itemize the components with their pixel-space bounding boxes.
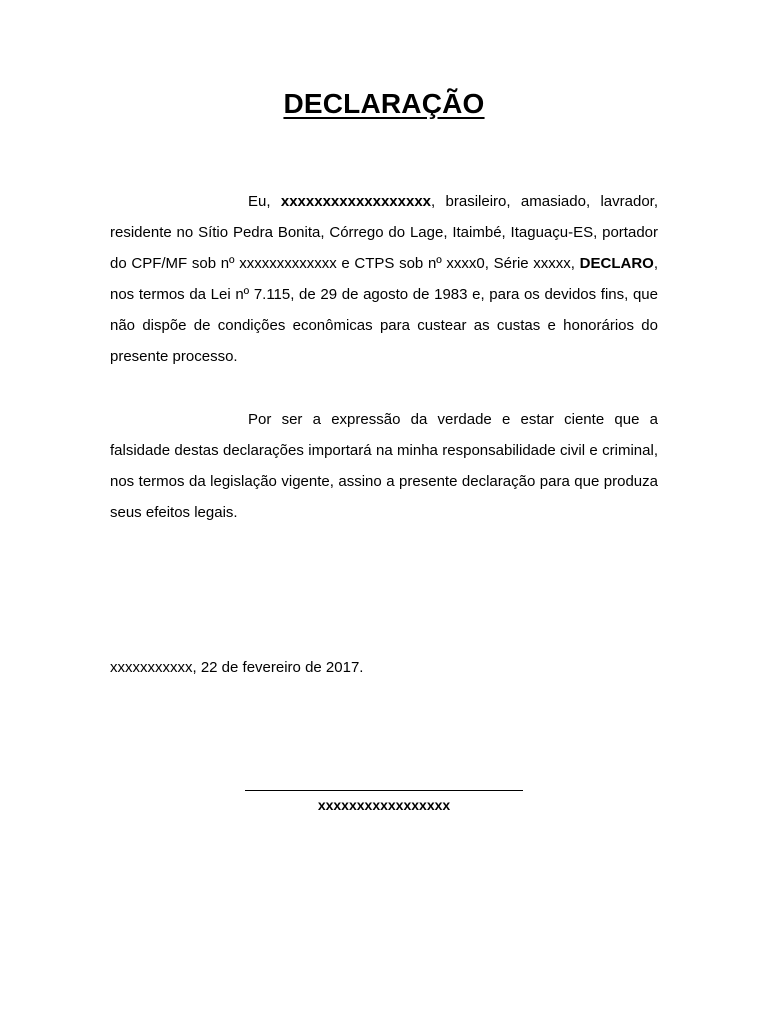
signature-name: xxxxxxxxxxxxxxxxx [317,797,451,813]
declaration-paragraph [110,186,658,372]
truth-statement-paragraph: Por ser a expressão da verdade e estar ciente que a falsidade destas declarações importará na minha responsabilidade civil e criminal, nos termos da legislação vigente, assino a presente declaração para que produza seus efeitos legais. [110,411,658,521]
declaration-terms: , nos termos da Lei nº 7.115, de 29 de agosto de 1983 e, para os devidos fins, que não dispõe de condições econômicas para custear as custas e honorários do presente processo. [110,255,658,365]
declarant-details: , brasileiro, amasiado, lavrador, residente no Sítio Pedra Bonita, Córrego do Lage, Itaimbé, Itaguaçu-ES, portador do CPF/MF sob nº xxxxxxxxxxxxx e CTPS sob nº xxxx0, Série xxxxx, [110,193,658,272]
document-title: DECLARAÇÃO [283,88,485,119]
declarant-name: xxxxxxxxxxxxxxxxxx [280,193,432,210]
declaro-keyword: DECLARO [579,255,654,272]
place-and-date: xxxxxxxxxxx, 22 de fevereiro de 2017. [110,659,364,676]
signature-line [245,790,523,791]
paragraph-intro: Eu, [248,193,281,210]
